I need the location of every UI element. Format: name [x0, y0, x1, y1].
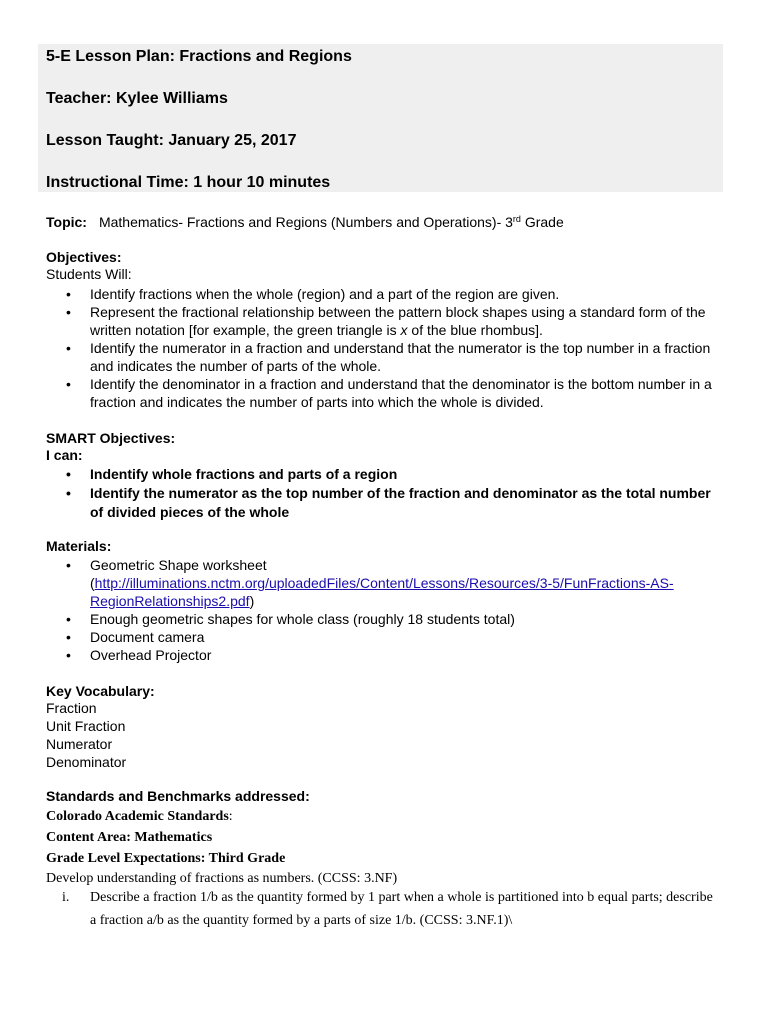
vocabulary-item: Fraction [46, 700, 97, 716]
document-title: 5-E Lesson Plan: Fractions and Regions [46, 48, 352, 65]
colorado-standards-label: Colorado Academic Standards [46, 809, 229, 824]
smart-objective-text: Identify the numerator as the top number of the fraction and denominator as the total number of divided pieces of the whole [90, 485, 711, 520]
objective-text: Identify fractions when the whole (region) and a part of the region are given. [90, 286, 560, 302]
worksheet-link-line1[interactable]: http://illuminations.nctm.org/uploadedFiles/Content/Lessons/Resources/3-5/FunFractions-AS- [94, 575, 674, 591]
objective-text: Represent the fractional relationship between the pattern block shapes using a standard form of the written notation [for example, the green triangle is [90, 304, 706, 338]
vocabulary-item: Denominator [46, 754, 127, 770]
lesson-taught-line: Lesson Taught: January 25, 2017 [46, 132, 297, 149]
vocabulary-item: Numerator [46, 736, 113, 752]
material-text: Overhead Projector [90, 647, 212, 663]
topic-label: Topic: [46, 214, 87, 230]
list-item [62, 375, 722, 411]
topic-line [46, 214, 564, 230]
paren-open: ( [90, 575, 95, 591]
topic-text-end: Grade [520, 214, 564, 230]
list-item [62, 339, 722, 375]
list-item [62, 610, 722, 628]
objectives-intro: Students Will: [46, 266, 132, 282]
list-item [62, 303, 722, 339]
instructional-time-line: Instructional Time: 1 hour 10 minutes [46, 174, 331, 191]
smart-objective-text: Indentify whole fractions and parts of a region [90, 466, 398, 482]
standard-item-number: i. [62, 890, 70, 905]
topic-text: Mathematics- Fractions and Regions (Numbers and Operations)- 3 [98, 214, 513, 230]
list-item [62, 465, 722, 484]
standard-item-text: Describe a fraction 1/b as the quantity formed by 1 part when a whole is partitioned into b equal parts; describe a fraction a/b as the quantity formed by a parts of size 1/b. (CCSS: 3.NF.1)\ [90, 890, 713, 928]
list-item [62, 646, 722, 664]
colorado-standards-line [46, 809, 233, 825]
standards-title: Standards and Benchmarks addressed: [46, 788, 310, 804]
smart-objectives-title: SMART Objectives: [46, 430, 176, 446]
topic-superscript: rd [512, 214, 521, 224]
objective-text: Identify the numerator in a fraction and understand that the numerator is the top number in a fraction and indicates the number of parts of the whole. [90, 340, 711, 374]
list-item [62, 285, 722, 303]
objectives-list [62, 285, 722, 411]
smart-objectives-list [62, 465, 722, 522]
colon: : [228, 809, 233, 824]
material-text: Enough geometric shapes for whole class (roughly 18 students total) [90, 611, 515, 627]
materials-list [62, 556, 722, 664]
materials-title: Materials: [46, 538, 112, 554]
list-item [62, 484, 722, 522]
grade-level-line: Grade Level Expectations: Third Grade [46, 851, 286, 866]
header-block [38, 44, 723, 192]
standard-item [62, 886, 722, 932]
material-text: Document camera [90, 629, 205, 645]
objectives-title: Objectives: [46, 249, 122, 265]
list-item [62, 556, 722, 610]
vocabulary-title: Key Vocabulary: [46, 683, 155, 699]
objective-text-end: of the blue rhombus]. [407, 322, 543, 338]
smart-objectives-intro: I can: [46, 447, 83, 463]
objective-text: Identify the denominator in a fraction and understand that the denominator is the bottom number in a fraction and indicates the number of parts into which the whole is divided. [90, 376, 712, 410]
teacher-line: Teacher: Kylee Williams [46, 90, 228, 107]
vocabulary-item: Unit Fraction [46, 718, 126, 734]
worksheet-link[interactable] [90, 575, 674, 609]
worksheet-link-line2[interactable]: RegionRelationships2.pdf [90, 593, 250, 609]
paren-close: ) [249, 593, 255, 609]
worksheet-label: Geometric Shape worksheet [90, 557, 267, 573]
objective-variable: x [400, 322, 408, 338]
list-item [62, 628, 722, 646]
develop-understanding-line: Develop understanding of fractions as numbers. (CCSS: 3.NF) [46, 871, 398, 886]
content-area-line: Content Area: Mathematics [46, 830, 213, 845]
